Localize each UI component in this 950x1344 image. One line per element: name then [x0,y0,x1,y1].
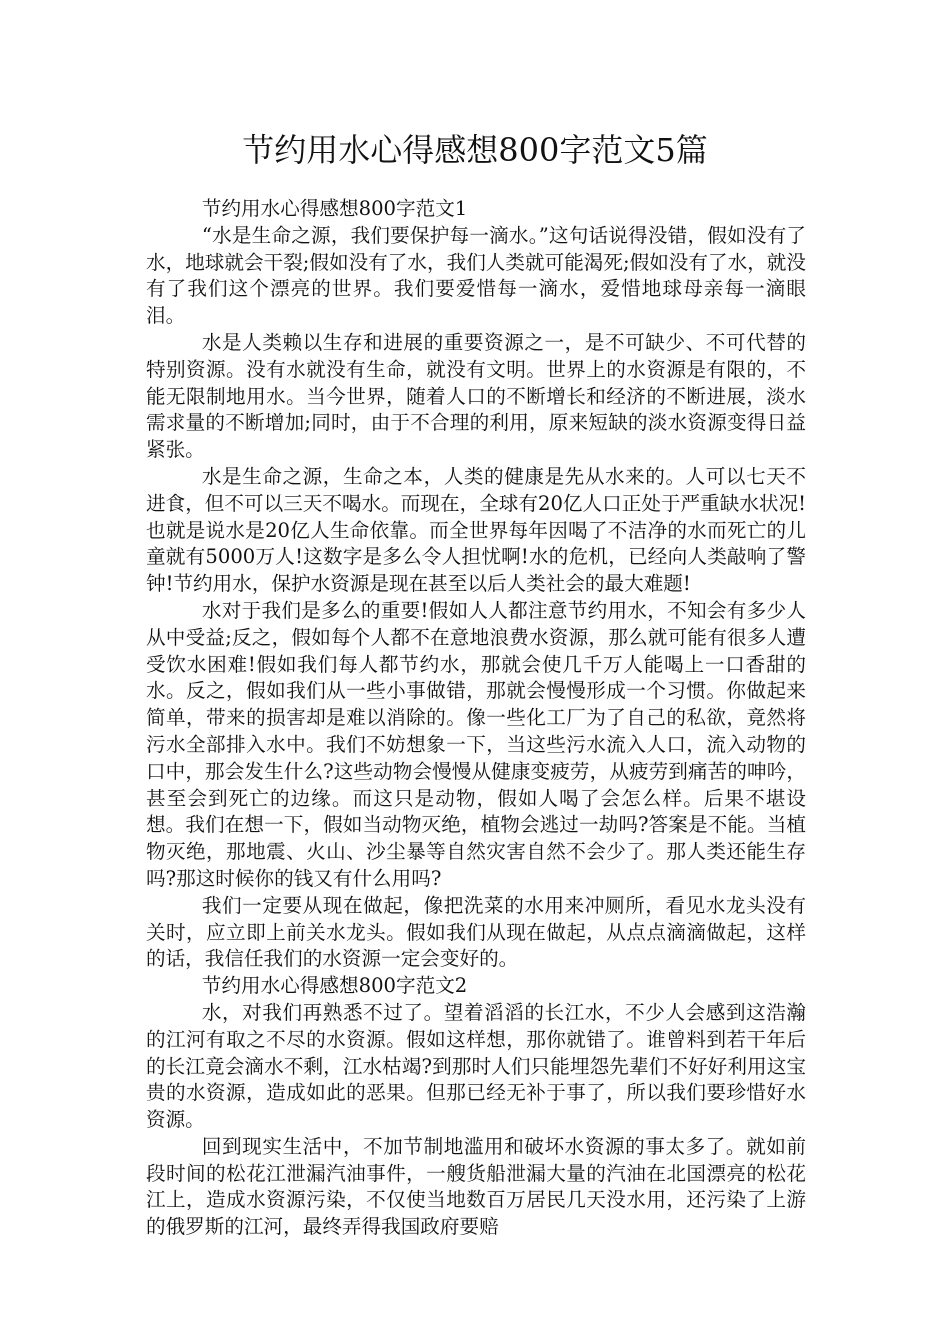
paragraph: 水对于我们是多么的重要!假如人人都注意节约用水，不知会有多少人从中受益;反之，假如每个人都不在意地浪费水资源，那么就可能有很多人遭受饮水困难!假如我们每人都节约水，那就会使几千万人能喝上一口香甜的水。反之，假如我们从一些小事做错，那就会慢慢形成一个习惯。你做起来简单，带来的损害却是难以消除的。像一些化工厂为了自己的私欲，竟然将污水全部排入水中。我们不妨想象一下，当这些污水流入人口，流入动物的口中，那会发生什么?这些动物会慢慢从健康变疲劳，从疲劳到痛苦的呻吟，甚至会到死亡的边缘。而这只是动物，假如人喝了会怎么样。后果不堪设想。我们在想一下，假如当动物灭绝，植物会逃过一劫吗?答案是不能。当植物灭绝，那地震、火山、沙尘暴等自然灾害自然不会少了。那人类还能生存吗?那这时候你的钱又有什么用吗? [146,598,806,890]
paragraph: 我们一定要从现在做起，像把洗菜的水用来冲厕所，看见水龙头没有关时，应立即上前关水龙头。假如我们从现在做起，从点点滴滴做起，这样的话，我信任我们的水资源一定会变好的。 [146,893,806,971]
paragraph: “水是生命之源，我们要保护每一滴水。”这句话说得没错，假如没有了水，地球就会干裂;假如没有了水，我们人类就可能渴死;假如没有了水，就没有了我们这个漂亮的世界。我们要爱惜每一滴水，爱惜地球母亲每一滴眼泪。 [146,223,806,328]
paragraph: 水，对我们再熟悉不过了。望着滔滔的长江水，不少人会感到这浩瀚的江河有取之不尽的水资源。假如这样想，那你就错了。谁曾料到若干年后的长江竟会滴水不剩，江水枯竭?到那时人们只能埋怨先辈们不好好利用这宝贵的水资源，造成如此的恶果。但那已经无补于事了，所以我们要珍惜好水资源。 [146,1000,806,1132]
section-heading-2: 节约用水心得感想800字范文2 [201,974,468,998]
paragraph: 水是生命之源，生命之本，人类的健康是先从水来的。人可以七天不进食，但不可以三天不喝水。而现在，全球有20亿人口正处于严重缺水状况!也就是说水是20亿人生命依靠。而全世界每年因喝了不洁净的水而死亡的儿童就有5000万人!这数字是多么令人担忧啊!水的危机，已经向人类敲响了警钟!节约用水，保护水资源是现在甚至以后人类社会的最大难题! [146,464,806,596]
document-body [146,196,806,1241]
section-heading-1: 节约用水心得感想800字范文1 [201,197,468,220]
paragraph: 水是人类赖以生存和进展的重要资源之一，是不可缺少、不可代替的特别资源。没有水就没有生命，就没有文明。世界上的水资源是有限的，不能无限制地用水。当今世界，随着人口的不断增长和经济的不断进展，淡水需求量的不断增加;同时，由于不合理的利用，原来短缺的淡水资源变得日益紧张。 [146,330,806,462]
paragraph: 回到现实生活中，不加节制地滥用和破坏水资源的事太多了。就如前段时间的松花江泄漏汽油事件，一艘货船泄漏大量的汽油在北国漂亮的松花江上，造成水资源污染，不仅使当地数百万居民几天没水用，还污染了上游的俄罗斯的江河，最终弄得我国政府要赔 [146,1134,806,1239]
document-title: 节约用水心得感想800字范文5篇 [242,131,708,169]
